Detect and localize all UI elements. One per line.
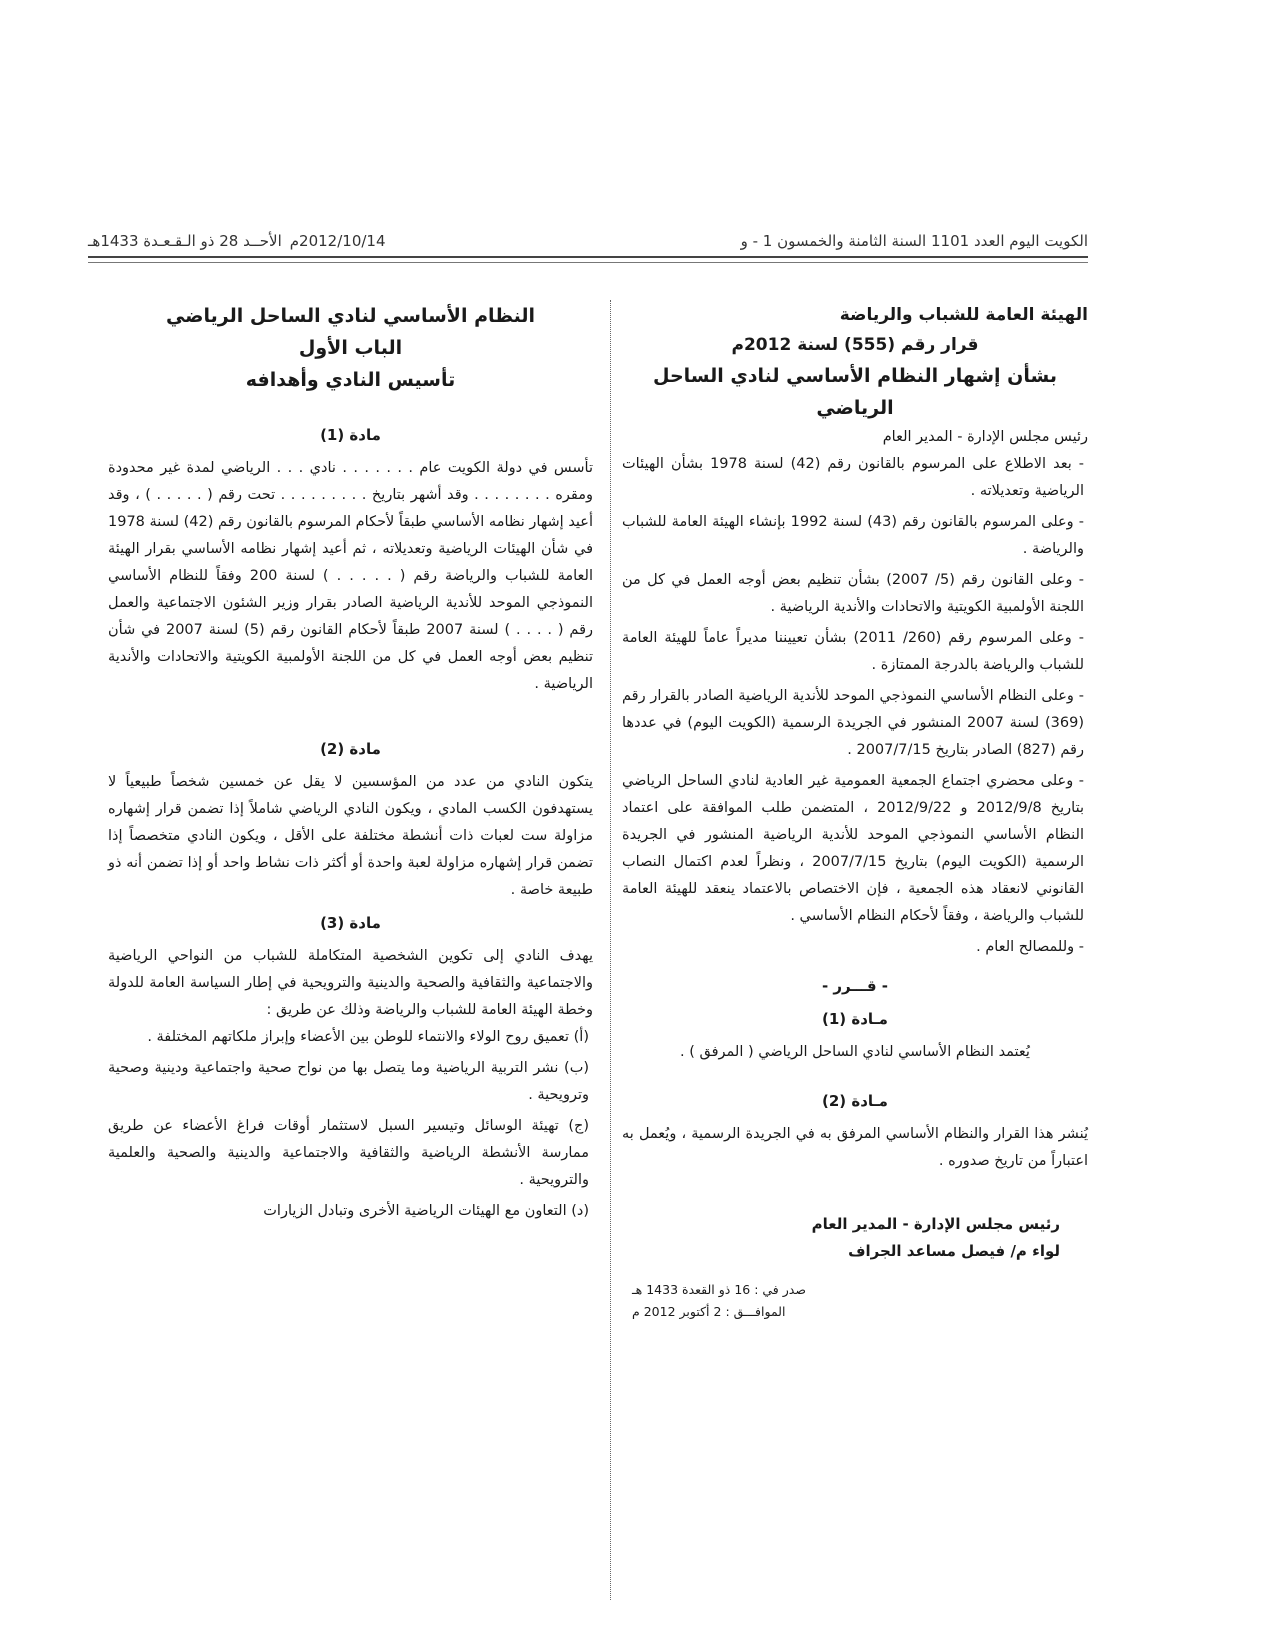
recital-item: - وعلى المرسوم رقم (260/ 2011) بشأن تعييننا مديراً عاماً للهيئة العامة للشباب والرياضة بالدرجة الممتازة . <box>622 630 1084 673</box>
article-3-goals-list <box>108 1024 593 1225</box>
article-1-text: يُعتمد النظام الأساسي لنادي الساحل الرياضي ( المرفق ) . <box>680 1044 1030 1060</box>
signatory-name: لواء م/ فيصل مساعد الجراف <box>848 1242 1060 1260</box>
header-gregorian-date: 2012/10/14م <box>289 232 386 250</box>
signature-block <box>622 1211 1088 1265</box>
recital-item: - وعلى المرسوم بالقانون رقم (43) لسنة 1992 بإنشاء الهيئة العامة للشباب والرياضة . <box>622 514 1084 557</box>
issuer-title: الهيئة العامة للشباب والرياضة <box>839 305 1088 325</box>
header-issue-info: الكويت اليوم العدد 1101 السنة الثامنة والخمسون 1 - و <box>740 232 1088 250</box>
signatory-title: رئيس مجلس الإدارة - المدير العام <box>811 1215 1060 1233</box>
decision-number: قرار رقم (555) لسنة 2012م <box>731 335 979 355</box>
statute-column <box>108 300 593 1229</box>
page-header <box>88 226 1088 256</box>
statute-title: النظام الأساسي لنادي الساحل الرياضي <box>165 305 536 327</box>
decision-column <box>622 300 1088 1323</box>
statute-article-1-text: تأسس في دولة الكويت عام . . . . . . . نادي . . . الرياضي لمدة غير محدودة ومقره . . . . . . . . وقد أشهر بتاريخ . . . . . . . . . تحت رقم ( . . . . . ) ، وقد أعيد إشهار نظامه الأساسي طبقاً لأحكام المرسوم بالقانون رقم (42) لسنة 1978 في شأن الهيئات الرياضية وتعديلاته ، ثم أعيد إشهار نظامه الأساسي بقرار الهيئة العامة للشباب والرياضة رقم ( . . . . . ) لسنة 200 وفقاً للنظام الأساسي النموذجي الموحد للأندية الرياضية الصادر بقرار وزير الشئون الاجتماعية والعمل رقم ( . . . . ) لسنة 2007 طبقاً لأحكام القانون رقم (5) لسنة 2007 في شأن تنظيم بعض أوجه العمل في كل من اللجنة الأولمبية الكويتية والاتحادات والأندية الرياضية . <box>108 460 594 692</box>
recital-item: - وعلى النظام الأساسي النموذجي الموحد للأندية الرياضية الصادر بالقرار رقم (369) لسنة 2007 المنشور في الجريدة الرسمية (الكويت اليوم) في عددها رقم (827) الصادر بتاريخ 2007/7/15 . <box>622 688 1084 758</box>
goal-item: (أ) تعميق روح الولاء والانتماء للوطن بين الأعضاء وإبراز ملكاتهم المختلفة . <box>147 1029 589 1045</box>
header-hijri-date: الأحــد 28 ذو الـقـعـدة 1433هـ <box>88 232 282 250</box>
issued-gregorian-date: الموافـــق : 2 أكتوبر 2012 م <box>632 1304 786 1319</box>
recital-item: - وعلى القانون رقم (5/ 2007) بشأن تنظيم بعض أوجه العمل في كل من اللجنة الأولمبية الكويتية والاتحادات والأندية الرياضية . <box>622 572 1084 615</box>
issue-dates <box>622 1279 1088 1323</box>
article-2-title: مـادة (2) <box>822 1092 888 1110</box>
issued-hijri-date: صدر في : 16 ذو القعدة 1433 هـ <box>632 1282 806 1297</box>
statute-article-3-text: يهدف النادي إلى تكوين الشخصية المتكاملة للشباب من النواحي الرياضية والاجتماعية والثقافية والصحية والدينية والترويحية في إطار السياسة العامة للدولة وخطة الهيئة العامة للشباب والرياضة وذلك عن طريق : <box>108 948 593 1018</box>
decision-subject: بشأن إشهار النظام الأساسي لنادي الساحل الرياضي <box>652 365 1058 419</box>
recital-item: - وعلى محضري اجتماع الجمعية العمومية غير العادية لنادي الساحل الرياضي بتاريخ 2012/9/8 و 2012/9/22 ، المتضمن طلب الموافقة على اعتماد النظام الأساسي النموذجي الموحد للأندية الرياضية المنشور في الجريدة الرسمية (الكويت اليوم) بتاريخ 2007/7/15 ، ونظراً لعدم اكتمال النصاب القانوني لانعقاد هذه الجمعية ، فإن الاختصاص بالاعتماد ينعقد للهيئة العامة للشباب والرياضة ، وفقاً لأحكام النظام الأساسي . <box>622 773 1084 924</box>
article-1-title: مـادة (1) <box>822 1010 888 1028</box>
goal-item: (ج) تهيئة الوسائل وتيسير السبل لاستثمار أوقات فراغ الأعضاء عن طريق ممارسة الأنشطة الرياضية والثقافية والاجتماعية والدينية والصحية والعلمية والترويحية . <box>108 1118 589 1188</box>
statute-article-2-title: مادة (2) <box>320 740 381 758</box>
column-divider <box>610 300 611 1600</box>
chapter-heading: الباب الأول <box>298 337 403 359</box>
statute-article-2-text: يتكون النادي من عدد من المؤسسين لا يقل عن خمسين شخصاً طبيعياً لا يستهدفون الكسب المادي ، ويكون النادي الرياضي شاملاً إذا تضمن قرار إشهاره مزاولة ست لعبات ذات أنشطة مختلفة على الأقل ، ويكون النادي متخصصاً إذا تضمن قرار إشهاره مزاولة لعبة واحدة أو أكثر ذات نشاط واحد أو إذا تضمن أنه ذو طبيعة خاصة . <box>108 774 593 898</box>
decides-heading: - قـــرر - <box>821 977 889 995</box>
article-2-text: يُنشر هذا القرار والنظام الأساسي المرفق به في الجريدة الرسمية ، ويُعمل به اعتباراً من تاريخ صدوره . <box>622 1126 1088 1169</box>
chapter-title: تأسيس النادي وأهدافه <box>245 369 456 391</box>
recital-item: - بعد الاطلاع على المرسوم بالقانون رقم (42) لسنة 1978 بشأن الهيئات الرياضية وتعديلاته . <box>622 456 1084 499</box>
decision-chair: رئيس مجلس الإدارة - المدير العام <box>882 429 1088 445</box>
statute-article-1-title: مادة (1) <box>320 426 381 444</box>
recitals-list <box>622 451 1088 961</box>
header-date <box>88 232 386 250</box>
header-rule-thin <box>88 262 1088 263</box>
goal-item: (د) التعاون مع الهيئات الرياضية الأخرى وتبادل الزيارات <box>263 1203 589 1219</box>
goal-item: (ب) نشر التربية الرياضية وما يتصل بها من نواح صحية واجتماعية ودينية وصحية وترويحية . <box>108 1060 589 1103</box>
header-rule <box>88 256 1088 258</box>
statute-article-3-title: مادة (3) <box>320 914 381 932</box>
recital-item: - وللمصالح العام . <box>976 939 1084 955</box>
